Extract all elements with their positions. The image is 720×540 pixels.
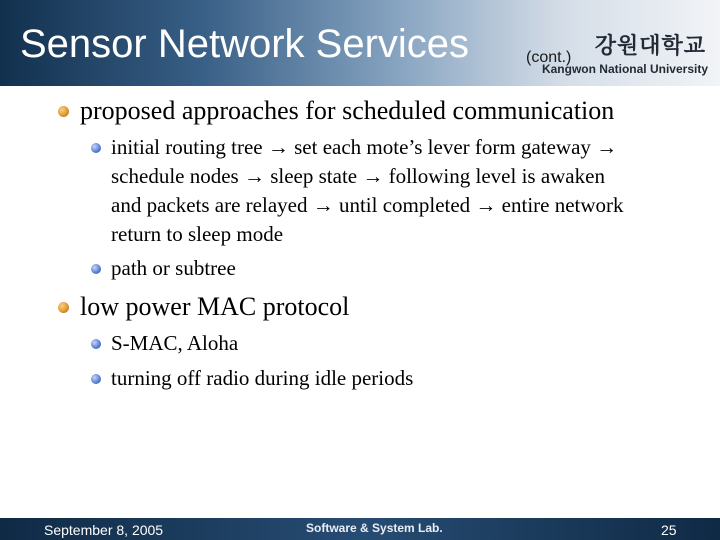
page-number: 25 [661,522,677,538]
sub-bullet-dot-icon [91,264,101,274]
footer-lab-name: Software & System Lab. [306,521,443,535]
sub-bullet-line: and packets are relayed → until completed → entire network [111,193,624,217]
bullet-dot-icon [58,302,69,313]
bullet-item [80,292,349,322]
slide-subtitle: (cont.) [526,49,572,66]
bullet-dot-icon [58,106,69,117]
logo-english-text: Kangwon National University [541,62,708,76]
sub-bullet-line: turning off radio during idle periods [111,366,414,390]
sub-bullet-item [111,364,413,393]
slide-title: Sensor Network Services [20,22,470,66]
logo-korean-text: 강원대학교 [594,34,706,59]
sub-bullet-line: schedule nodes → sleep state → following level is awaken [111,164,605,188]
sub-bullet-item [111,329,238,358]
sub-bullet-dot-icon [91,143,101,153]
bullet-text: proposed approaches for scheduled communication [80,96,615,125]
bullet-text: low power MAC protocol [80,292,350,321]
sub-bullet-line: return to sleep mode [111,222,284,246]
sub-bullet-dot-icon [91,374,101,384]
slide-header [0,0,720,86]
bullet-item [80,96,614,126]
sub-bullet-dot-icon [91,339,101,349]
sub-bullet-item [111,133,624,249]
sub-bullet-line: S-MAC, Aloha [111,331,239,355]
university-logo [541,34,712,78]
slide-footer [0,518,720,540]
sub-bullet-item [111,254,236,283]
sub-bullet-line: path or subtree [111,256,236,280]
footer-date: September 8, 2005 [44,522,164,538]
sub-bullet-line: initial routing tree → set each mote’s lever form gateway → [111,135,618,159]
